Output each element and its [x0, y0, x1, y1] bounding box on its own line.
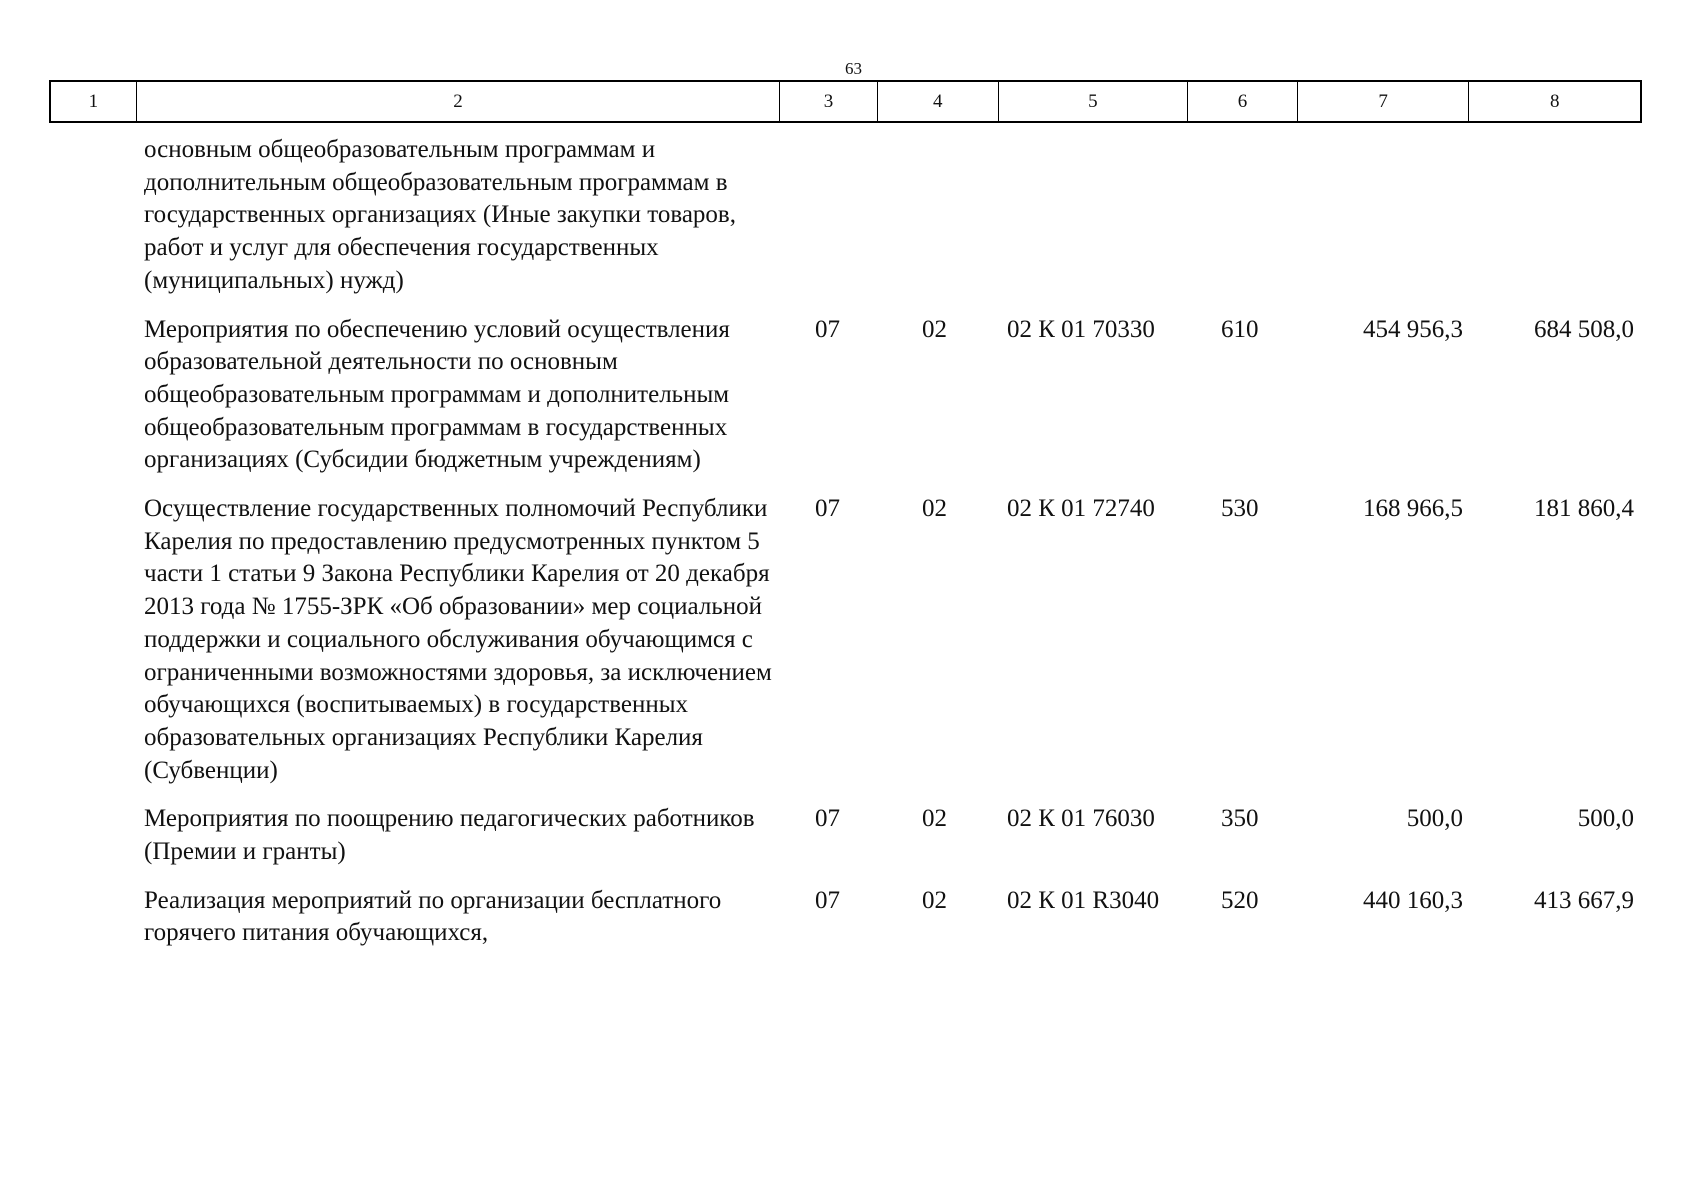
table-body — [49, 134, 1642, 966]
row-name: Мероприятия по обеспечению условий осуществления образовательной деятельности по основным общеобразовательным программам и дополнительным общеобразовательным программам в государственных организациях (Субсидии бюджетным учреждениям) — [144, 315, 730, 474]
row-target-code: 02 К 01 76030 — [1007, 805, 1155, 833]
row-index-cell — [49, 134, 135, 298]
row-amount-col7: 440 160,3 — [1363, 886, 1463, 914]
header-col-3: 3 — [780, 82, 878, 121]
row-expense-type: 610 — [1221, 315, 1259, 343]
row-section: 07 — [815, 886, 840, 914]
header-col-4: 4 — [878, 82, 999, 121]
row-expense-type: 530 — [1221, 495, 1259, 523]
table-row — [49, 493, 1642, 787]
row-section — [780, 134, 878, 298]
header-col-1: 1 — [51, 82, 137, 121]
row-name: Реализация мероприятий по организации бесплатного горячего питания обучающихся, — [144, 886, 722, 947]
row-name: Осуществление государственных полномочий Республики Карелия по предоставлению предусмотренных пунктом 5 части 1 статьи 9 Закона Республики Карелия от 20 декабря 2013 года № 1755-ЗРК «Об образовании» мер социальной поддержки и социального обслуживания обучающимся с ограниченными возможностями здоровья, за исключением обучающихся (воспитываемых) в государственных образовательных организациях Республики Карелия (Субвенции) — [144, 495, 772, 784]
row-index-cell — [49, 493, 135, 787]
row-amount-col8: 500,0 — [1577, 805, 1634, 833]
table-row — [49, 134, 1642, 298]
row-section: 07 — [815, 805, 840, 833]
row-subsection: 02 — [922, 805, 947, 833]
header-col-2: 2 — [137, 82, 780, 121]
row-subsection: 02 — [922, 886, 947, 914]
row-subsection: 02 — [922, 495, 947, 523]
header-col-5: 5 — [999, 82, 1189, 121]
row-name: Мероприятия по поощрению педагогических работников (Премии и гранты) — [144, 805, 755, 866]
table-row — [49, 885, 1642, 950]
row-target-code: 02 К 01 72740 — [1007, 495, 1155, 523]
row-amount-col8 — [1471, 134, 1642, 298]
page-number: 63 — [845, 59, 862, 78]
row-index-cell — [49, 314, 135, 478]
row-amount-col8: 181 860,4 — [1534, 495, 1634, 523]
row-subsection — [878, 134, 999, 298]
row-expense-type: 520 — [1221, 886, 1259, 914]
row-amount-col7: 168 966,5 — [1363, 495, 1463, 523]
row-amount-col8: 413 667,9 — [1534, 886, 1634, 914]
row-index-cell — [49, 885, 135, 950]
row-amount-col7: 500,0 — [1406, 805, 1463, 833]
table-header — [49, 80, 1642, 123]
row-target-code — [999, 134, 1189, 298]
row-target-code: 02 К 01 R3040 — [1007, 886, 1160, 914]
header-col-7: 7 — [1298, 82, 1470, 121]
row-expense-type: 350 — [1221, 805, 1259, 833]
row-name: основным общеобразовательным программам и дополнительным общеобразовательным программам в государственных организациях (Иные закупки товаров, работ и услуг для обеспечения государственных (муниципальных) нужд) — [144, 136, 736, 294]
row-expense-type — [1189, 134, 1299, 298]
row-amount-col7: 454 956,3 — [1363, 315, 1463, 343]
row-section: 07 — [815, 495, 840, 523]
header-col-6: 6 — [1188, 82, 1298, 121]
row-index-cell — [49, 803, 135, 868]
row-target-code: 02 К 01 70330 — [1007, 315, 1155, 343]
row-amount-col7 — [1299, 134, 1471, 298]
header-col-8: 8 — [1549, 90, 1560, 112]
row-section: 07 — [815, 315, 840, 343]
table-row — [49, 314, 1642, 478]
row-amount-col8: 684 508,0 — [1534, 315, 1634, 343]
table-row — [49, 803, 1642, 868]
row-subsection: 02 — [922, 315, 947, 343]
